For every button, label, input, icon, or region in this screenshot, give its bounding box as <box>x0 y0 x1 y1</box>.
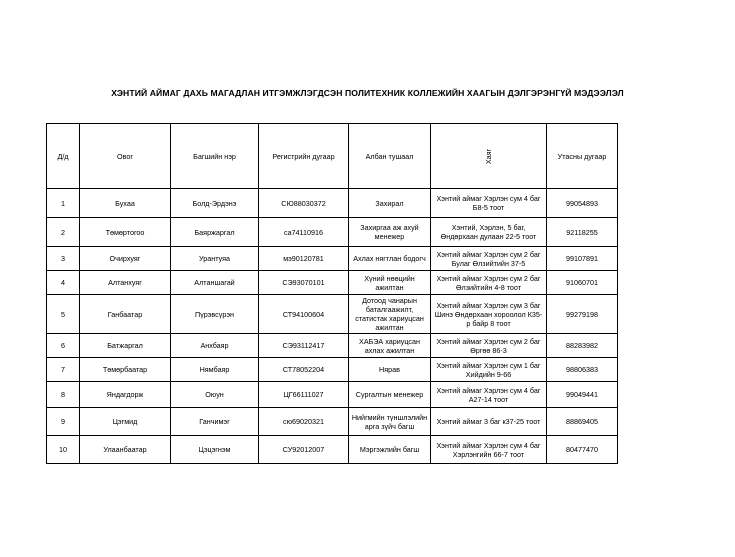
cell-register: ЦГ66111027 <box>259 382 349 408</box>
cell-name: Алтаншагай <box>171 271 259 295</box>
cell-surname: Ганбаатар <box>80 295 171 334</box>
table-row <box>47 436 618 464</box>
cell-address: Хэнтий, Хэрлэн, 5 баг, Өндөрхаан дулаан 22-5 тоот <box>431 218 547 247</box>
cell-address: Хэнтий аймаг Хэрлэн сум 1 баг Хийдийн 9-66 <box>431 358 547 382</box>
cell-register: СУ92012007 <box>259 436 349 464</box>
cell-phone: 92118255 <box>547 218 618 247</box>
cell-position: Захиргаа аж ахуй менежер <box>349 218 431 247</box>
cell-register: СЭ93112417 <box>259 334 349 358</box>
cell-surname: Бухаа <box>80 189 171 218</box>
cell-position: Нийгмийн түншлэлийн арга зүйч багш <box>349 408 431 436</box>
table-row <box>47 382 618 408</box>
table-row <box>47 271 618 295</box>
cell-name: Урантуяа <box>171 247 259 271</box>
cell-register: сю69020321 <box>259 408 349 436</box>
header-position: Албан тушаал <box>349 124 431 189</box>
cell-address: Хэнтий аймаг Хэрлэн сум 4 баг Хэрлэнгийн 66-7 тоот <box>431 436 547 464</box>
document-title: ХЭНТИЙ АЙМАГ ДАХЬ МАГАДЛАН ИТГЭМЖЛЭГДСЭН ПОЛИТЕХНИК КОЛЛЕЖИЙН ХААГЫН ДЭЛГЭРЭНГҮЙ МЭДЭЭЛЭЛ <box>111 88 624 98</box>
cell-phone: 91060701 <box>547 271 618 295</box>
cell-address: Хэнтий аймаг Хэрлэн сум 4 баг Б8-5 тоот <box>431 189 547 218</box>
header-register: Регистрийн дугаар <box>259 124 349 189</box>
cell-address: Хэнтий аймаг Хэрлэн сум 2 баг Өлзийтийн 4-8 тоот <box>431 271 547 295</box>
cell-name: Болд-Эрдэнэ <box>171 189 259 218</box>
cell-position: Мэргэжлийн багш <box>349 436 431 464</box>
cell-register: СТ94100604 <box>259 295 349 334</box>
header-address-label: Хаяг <box>484 148 493 164</box>
cell-position: Ахлах нягтлан бодогч <box>349 247 431 271</box>
cell-address: Хэнтий аймаг Хэрлэн сум 4 баг А27-14 тоот <box>431 382 547 408</box>
table-header-row <box>47 124 618 189</box>
table-row <box>47 295 618 334</box>
cell-position: Сургалтын менежер <box>349 382 431 408</box>
cell-name: Оюун <box>171 382 259 408</box>
table-row <box>47 247 618 271</box>
cell-surname: Төмөртогоо <box>80 218 171 247</box>
cell-surname: Яндагдорж <box>80 382 171 408</box>
cell-phone: 99049441 <box>547 382 618 408</box>
cell-register: СЮ88030372 <box>259 189 349 218</box>
cell-surname: Улаанбаатар <box>80 436 171 464</box>
cell-address: Хэнтий аймаг Хэрлэн сум 3 баг Шинэ Өндөрхаан хороолол К35-р байр 8 тоот <box>431 295 547 334</box>
cell-num: 8 <box>47 382 80 408</box>
cell-position: Дотоод чанарын баталгаажилт, статистак хариуцсан ажилтан <box>349 295 431 334</box>
cell-name: Ганчимэг <box>171 408 259 436</box>
cell-register: мэ90120781 <box>259 247 349 271</box>
header-surname: Овог <box>80 124 171 189</box>
cell-num: 5 <box>47 295 80 334</box>
cell-name: Нямбаяр <box>171 358 259 382</box>
cell-position: Хүний нөөцийн ажилтан <box>349 271 431 295</box>
cell-register: са74110916 <box>259 218 349 247</box>
cell-phone: 88283982 <box>547 334 618 358</box>
cell-surname: Алтанхуяг <box>80 271 171 295</box>
cell-num: 10 <box>47 436 80 464</box>
cell-phone: 99054893 <box>547 189 618 218</box>
cell-phone: 88869405 <box>547 408 618 436</box>
header-address <box>431 124 547 189</box>
header-phone: Утасны дугаар <box>547 124 618 189</box>
table-row <box>47 218 618 247</box>
cell-phone: 80477470 <box>547 436 618 464</box>
cell-num: 1 <box>47 189 80 218</box>
cell-register: СТ78052204 <box>259 358 349 382</box>
cell-phone: 99107891 <box>547 247 618 271</box>
cell-name: Баяржаргал <box>171 218 259 247</box>
cell-num: 4 <box>47 271 80 295</box>
header-name: Багшийн нэр <box>171 124 259 189</box>
cell-address: Хэнтий аймаг Хэрлэн сум 2 баг Өргөө 86-3 <box>431 334 547 358</box>
cell-num: 9 <box>47 408 80 436</box>
cell-surname: Цэгмид <box>80 408 171 436</box>
table-row <box>47 408 618 436</box>
cell-name: Цэцэгнэм <box>171 436 259 464</box>
cell-surname: Очирхуяг <box>80 247 171 271</box>
cell-num: 7 <box>47 358 80 382</box>
cell-num: 6 <box>47 334 80 358</box>
header-num: Д/д <box>47 124 80 189</box>
table-row <box>47 358 618 382</box>
cell-num: 3 <box>47 247 80 271</box>
cell-position: Нярав <box>349 358 431 382</box>
cell-surname: Батжаргал <box>80 334 171 358</box>
cell-name: Анхбаяр <box>171 334 259 358</box>
cell-surname: Төмөрбаатар <box>80 358 171 382</box>
cell-address: Хэнтий аймаг Хэрлэн сум 2 баг Булаг Өлзийтийн 37-5 <box>431 247 547 271</box>
cell-register: СЭ93070101 <box>259 271 349 295</box>
cell-position: ХАБЭА хариуцсан ахлах ажилтан <box>349 334 431 358</box>
table-row <box>47 189 618 218</box>
cell-address: Хэнтий аймаг 3 баг к37-25 тоот <box>431 408 547 436</box>
cell-phone: 98806383 <box>547 358 618 382</box>
cell-phone: 99279198 <box>547 295 618 334</box>
cell-name: Пүрэвсүрэн <box>171 295 259 334</box>
staff-table <box>46 123 618 464</box>
cell-position: Захирал <box>349 189 431 218</box>
table-row <box>47 334 618 358</box>
cell-num: 2 <box>47 218 80 247</box>
